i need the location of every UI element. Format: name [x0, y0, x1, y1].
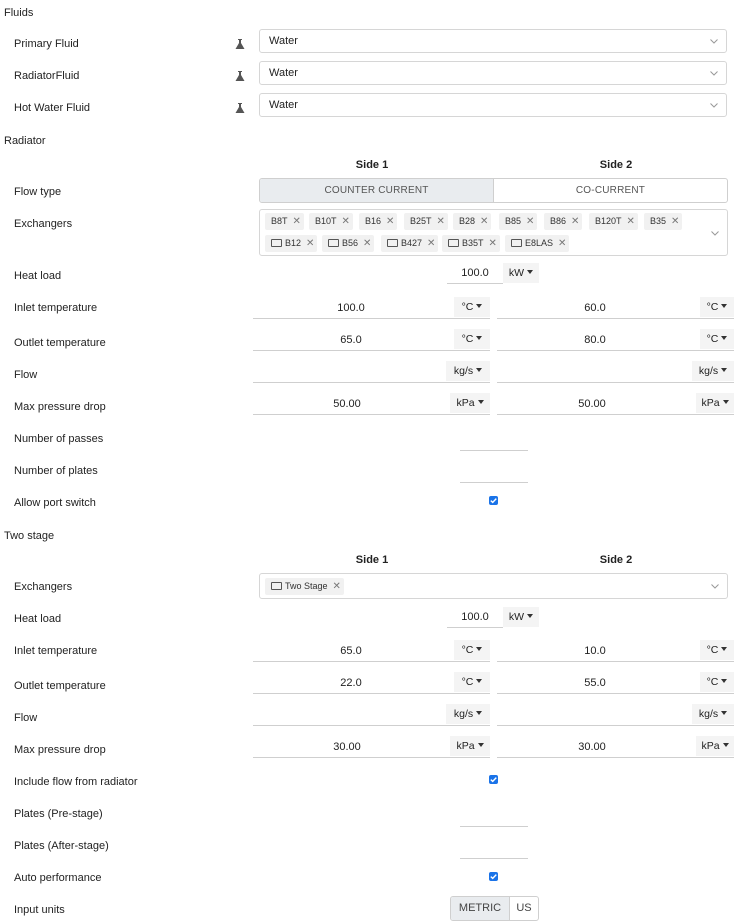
- unit-label: °C: [706, 644, 719, 656]
- chip-label: B35T: [462, 238, 484, 248]
- unit-label: kW: [508, 267, 525, 279]
- flow-label: Flow: [14, 369, 38, 381]
- caret-down-icon: [476, 368, 482, 372]
- counter-current-option[interactable]: COUNTER CURRENT: [260, 179, 494, 202]
- heat-load-input[interactable]: 100.0: [447, 263, 503, 284]
- ts-outlet-side2-unit[interactable]: [700, 672, 734, 692]
- check-icon: [489, 872, 498, 881]
- hot-water-fluid-value: Water: [269, 99, 298, 111]
- chip-label: B85: [505, 216, 522, 226]
- exchanger-folder-chip[interactable]: [442, 235, 500, 252]
- side2-header: Side 2: [599, 159, 633, 171]
- unit-label: kW: [508, 611, 525, 623]
- ts-heat-load-input[interactable]: 100.0: [447, 607, 503, 628]
- value: 50.00: [578, 398, 606, 410]
- ts-pressure-side1-unit[interactable]: [450, 736, 490, 756]
- chip-label: E8LAS: [525, 238, 554, 248]
- value: 22.0: [340, 677, 362, 689]
- metric-option[interactable]: METRIC: [451, 897, 510, 920]
- side1-header: Side 1: [355, 159, 389, 171]
- chip-label: B28: [459, 216, 476, 226]
- two-stage-exchangers-select[interactable]: [259, 573, 728, 599]
- primary-fluid-label: Primary Fluid: [14, 38, 79, 50]
- allow-port-switch-label: Allow port switch: [14, 497, 96, 509]
- chip-label: B86: [550, 216, 567, 226]
- value: 55.0: [584, 677, 606, 689]
- plates-pre-stage-label: Plates (Pre-stage): [14, 808, 103, 820]
- unit-label: °C: [706, 676, 719, 688]
- caret-down-icon: [478, 400, 484, 404]
- chip-label: Two Stage: [285, 581, 328, 591]
- exchanger-chip[interactable]: [265, 213, 304, 230]
- caret-down-icon: [721, 711, 727, 715]
- unit-label: kg/s: [698, 708, 719, 720]
- value: 10.0: [584, 645, 606, 657]
- close-icon[interactable]: ✕: [488, 238, 497, 249]
- ts-inlet-side1-unit[interactable]: [454, 640, 490, 660]
- hot-water-fluid-label: Hot Water Fluid: [14, 102, 91, 114]
- exchanger-folder-chip[interactable]: [322, 235, 374, 252]
- unit-label: kPa: [701, 740, 720, 752]
- primary-fluid-select[interactable]: [259, 29, 727, 53]
- close-icon[interactable]: ✕: [436, 216, 445, 227]
- inlet-temperature-label: Inlet temperature: [14, 645, 98, 657]
- max-pressure-drop-label: Max pressure drop: [14, 401, 106, 413]
- close-icon[interactable]: ✕: [292, 216, 301, 227]
- close-icon[interactable]: ✕: [671, 216, 680, 227]
- plates-after-stage-input[interactable]: [460, 838, 528, 859]
- exchanger-folder-chip[interactable]: [265, 235, 317, 252]
- caret-down-icon: [721, 368, 727, 372]
- unit-label: kPa: [701, 397, 720, 409]
- include-flow-checkbox[interactable]: [489, 775, 498, 784]
- flow-label: Flow: [14, 712, 38, 724]
- value: 50.00: [333, 398, 361, 410]
- flask-icon: [234, 38, 246, 50]
- chevron-down-icon: [710, 101, 718, 109]
- plates-pre-stage-input[interactable]: [460, 806, 528, 827]
- folder-icon: [387, 239, 398, 247]
- chip-label: B25T: [410, 216, 432, 226]
- unit-label: °C: [461, 644, 474, 656]
- number-of-plates-label: Number of plates: [14, 465, 98, 477]
- inlet-temp-side1-unit[interactable]: [454, 297, 490, 317]
- allow-port-switch-checkbox[interactable]: [489, 496, 498, 505]
- chip-label: B35: [650, 216, 667, 226]
- max-pressure-drop-label: Max pressure drop: [14, 744, 106, 756]
- exchanger-chip[interactable]: [589, 213, 638, 230]
- inlet-temperature-label: Inlet temperature: [14, 302, 98, 314]
- value: 30.00: [333, 741, 361, 753]
- section-fluids: Fluids: [4, 7, 34, 19]
- close-icon[interactable]: ✕: [571, 216, 580, 227]
- chip-label: B8T: [271, 216, 288, 226]
- ts-heat-load-unit-dropdown[interactable]: [503, 607, 539, 627]
- two-stage-exchangers-label: Exchangers: [14, 581, 73, 593]
- caret-down-icon: [527, 614, 533, 618]
- close-icon[interactable]: ✕: [306, 238, 315, 249]
- side1-header: Side 1: [355, 554, 389, 566]
- value: 65.0: [340, 334, 362, 346]
- exchanger-chip[interactable]: [404, 213, 448, 230]
- unit-label: °C: [461, 676, 474, 688]
- close-icon[interactable]: ✕: [626, 216, 635, 227]
- caret-down-icon: [476, 336, 482, 340]
- value: 30.00: [578, 741, 606, 753]
- primary-fluid-value: Water: [269, 35, 298, 47]
- outlet-temperature-label: Outlet temperature: [14, 337, 106, 349]
- outlet-temp-side1-unit[interactable]: [454, 329, 490, 349]
- chip-label: B120T: [595, 216, 622, 226]
- ts-flow-side2-unit[interactable]: [692, 704, 734, 724]
- exchanger-chip[interactable]: [359, 213, 397, 230]
- chip-label: B16: [365, 216, 382, 226]
- folder-icon: [328, 239, 339, 247]
- exchanger-chip[interactable]: [644, 213, 682, 230]
- close-icon[interactable]: ✕: [558, 238, 567, 249]
- unit-label: °C: [706, 333, 719, 345]
- exchanger-folder-chip[interactable]: [265, 578, 344, 595]
- auto-performance-checkbox[interactable]: [489, 872, 498, 881]
- radiator-fluid-select[interactable]: [259, 61, 727, 85]
- auto-performance-label: Auto performance: [14, 872, 102, 884]
- exchanger-chip[interactable]: [499, 213, 537, 230]
- exchanger-chip[interactable]: [453, 213, 491, 230]
- caret-down-icon: [478, 743, 484, 747]
- plates-after-stage-label: Plates (After-stage): [14, 840, 109, 852]
- caret-down-icon: [721, 336, 727, 340]
- exchangers-label: Exchangers: [14, 218, 73, 230]
- number-of-passes-label: Number of passes: [14, 433, 104, 445]
- value: 60.0: [584, 302, 606, 314]
- check-icon: [489, 496, 498, 505]
- unit-label: kg/s: [453, 708, 474, 720]
- radiator-exchangers-select[interactable]: [259, 209, 728, 256]
- unit-label: kg/s: [698, 365, 719, 377]
- close-icon[interactable]: ✕: [363, 238, 372, 249]
- section-radiator: Radiator: [4, 135, 46, 147]
- heat-load-label: Heat load: [14, 613, 62, 625]
- chevron-down-icon[interactable]: [711, 229, 719, 237]
- value: 80.0: [584, 334, 606, 346]
- caret-down-icon: [476, 304, 482, 308]
- close-icon[interactable]: ✕: [386, 216, 395, 227]
- flask-icon: [234, 70, 246, 82]
- flow-side1-unit[interactable]: [446, 361, 490, 381]
- check-icon: [489, 775, 498, 784]
- radiator-fluid-value: Water: [269, 67, 298, 79]
- exchanger-chip[interactable]: [544, 213, 582, 230]
- hot-water-fluid-select[interactable]: [259, 93, 727, 117]
- caret-down-icon: [723, 400, 729, 404]
- close-icon[interactable]: ✕: [427, 238, 436, 249]
- exchanger-folder-chip[interactable]: [505, 235, 569, 252]
- unit-label: kPa: [456, 740, 475, 752]
- ts-inlet-side2-unit[interactable]: [700, 640, 734, 660]
- folder-icon: [271, 239, 282, 247]
- close-icon[interactable]: ✕: [526, 216, 535, 227]
- number-of-plates-input[interactable]: [460, 462, 528, 483]
- folder-icon: [511, 239, 522, 247]
- outlet-temp-side2-input[interactable]: [497, 330, 734, 351]
- unit-label: kPa: [456, 397, 475, 409]
- chip-label: B12: [285, 238, 302, 248]
- value: 65.0: [340, 645, 362, 657]
- flow-type-label: Flow type: [14, 186, 62, 198]
- ts-flow-side1-unit[interactable]: [446, 704, 490, 724]
- ts-inlet-side2-input[interactable]: [497, 641, 734, 662]
- radiator-fluid-label: RadiatorFluid: [14, 70, 80, 82]
- folder-icon: [271, 582, 282, 590]
- exchanger-folder-chip[interactable]: [381, 235, 438, 252]
- close-icon[interactable]: ✕: [332, 581, 341, 592]
- unit-label: kg/s: [453, 365, 474, 377]
- inlet-temp-side2-unit[interactable]: [700, 297, 734, 317]
- flow-side2-unit[interactable]: [692, 361, 734, 381]
- folder-icon: [448, 239, 459, 247]
- exchanger-chip[interactable]: [309, 213, 353, 230]
- flow-type-toggle[interactable]: [259, 178, 728, 203]
- caret-down-icon: [721, 647, 727, 651]
- chevron-down-icon[interactable]: [711, 582, 719, 590]
- caret-down-icon: [721, 304, 727, 308]
- ts-pressure-side2-unit[interactable]: [696, 736, 734, 756]
- section-two-stage: Two stage: [4, 530, 55, 542]
- outlet-temp-side2-unit[interactable]: [700, 329, 734, 349]
- caret-down-icon: [476, 679, 482, 683]
- input-units-label: Input units: [14, 904, 65, 916]
- pressure-side1-unit[interactable]: [450, 393, 490, 413]
- caret-down-icon: [476, 711, 482, 715]
- chip-label: B10T: [315, 216, 337, 226]
- caret-down-icon: [476, 647, 482, 651]
- unit-label: °C: [461, 301, 474, 313]
- co-current-option[interactable]: CO-CURRENT: [575, 185, 646, 196]
- input-units-toggle[interactable]: [450, 896, 539, 921]
- caret-down-icon: [527, 270, 533, 274]
- unit-label: °C: [461, 333, 474, 345]
- chip-label: B427: [401, 238, 423, 248]
- pressure-side2-unit[interactable]: [696, 393, 734, 413]
- ts-outlet-side1-unit[interactable]: [454, 672, 490, 692]
- include-flow-label: Include flow from radiator: [14, 776, 138, 788]
- heat-load-label: Heat load: [14, 270, 62, 282]
- close-icon[interactable]: ✕: [341, 216, 350, 227]
- caret-down-icon: [721, 679, 727, 683]
- caret-down-icon: [723, 743, 729, 747]
- chevron-down-icon: [710, 37, 718, 45]
- us-option[interactable]: US: [516, 902, 532, 914]
- outlet-temperature-label: Outlet temperature: [14, 680, 106, 692]
- number-of-passes-input[interactable]: [460, 430, 528, 451]
- value: 100.0: [337, 302, 365, 314]
- close-icon[interactable]: ✕: [480, 216, 489, 227]
- flask-icon: [234, 102, 246, 114]
- side2-header: Side 2: [599, 554, 633, 566]
- chip-label: B56: [342, 238, 359, 248]
- chevron-down-icon: [710, 69, 718, 77]
- heat-load-unit-dropdown[interactable]: [503, 263, 539, 283]
- unit-label: °C: [706, 301, 719, 313]
- inlet-temp-side2-input[interactable]: [497, 298, 734, 319]
- ts-outlet-side2-input[interactable]: [497, 673, 734, 694]
